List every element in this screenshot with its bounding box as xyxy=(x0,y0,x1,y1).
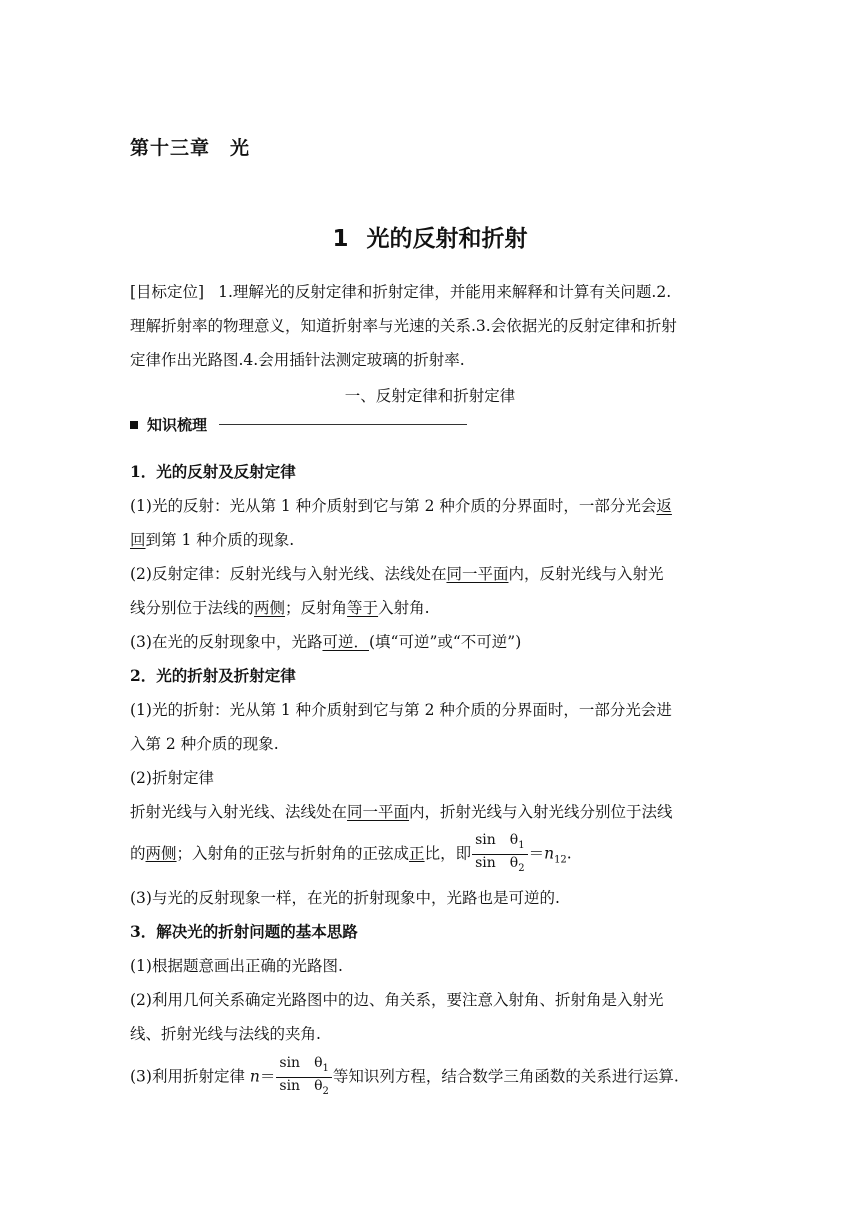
s2-p4-period: . xyxy=(566,844,572,863)
s1-p2-text-d: ；反射角 xyxy=(285,599,348,617)
s1-p2-answer-3: 等于 xyxy=(347,599,379,617)
s1-p3-text-b: (填“可逆”或“不可逆”) xyxy=(368,633,522,651)
s2-p5: (3)与光的反射现象一样，在光的折射现象中，光路也是可逆的. xyxy=(130,889,560,907)
s1-p1-text-b: 到第 1 种介质的现象. xyxy=(145,531,295,549)
s2-p4-text-b: ；入射角的正弦与折射角的正弦成 xyxy=(176,844,410,863)
s1-p2-text-b: 内，反射光线与入射光 xyxy=(508,565,664,583)
objectives-label: [目标定位] xyxy=(130,283,205,301)
square-bullet-icon xyxy=(130,421,138,429)
s2-p2: (2)折射定律 xyxy=(130,769,214,787)
equals-sign-2: ＝ xyxy=(259,1067,276,1086)
s2-p4-text-c: 比，即 xyxy=(424,844,472,863)
section-number: 1 xyxy=(332,226,349,252)
s1-heading: 1．光的反射及反射定律 xyxy=(130,462,296,481)
s1-p2-line1 xyxy=(130,563,664,585)
s1-p3-text-a: (3)在光的反射现象中，光路 xyxy=(130,633,323,651)
s1-p2-answer-1: 同一平面 xyxy=(446,565,509,583)
equals-sign: ＝ xyxy=(528,844,545,863)
s2-p4-text-a: 的 xyxy=(130,844,146,863)
s2-p4-answer-1: 两侧 xyxy=(145,844,177,863)
objectives-line-2: 理解折射率的物理意义，知道折射率与光速的关系.3.会依据光的反射定律和折射 xyxy=(130,317,677,335)
s3-p1: (1)根据题意画出正确的光路图. xyxy=(130,957,343,975)
frac2-denominator: sin θ xyxy=(279,1077,323,1094)
section-title xyxy=(0,220,860,253)
s3-p3-text-b: 等知识列方程，结合数学三角函数的关系进行运算. xyxy=(332,1067,679,1086)
s1-p1-line2 xyxy=(130,529,294,551)
s1-p2-text-e: 入射角. xyxy=(378,599,430,617)
s2-heading: 2．光的折射及折射定律 xyxy=(130,666,296,685)
s2-p1-line1: (1)光的折射：光从第 1 种介质射到它与第 2 种介质的分界面时，一部分光会进 xyxy=(130,701,672,719)
frac2-den-sub: 2 xyxy=(322,1085,329,1097)
refractive-index-symbol: n xyxy=(544,844,555,863)
s3-p3-text-a: (3)利用折射定律 xyxy=(130,1067,250,1086)
knowledge-section-header xyxy=(130,414,467,435)
s1-p2-text-c: 线分别位于法线的 xyxy=(130,599,255,617)
s2-p4-answer-2: 正 xyxy=(409,844,425,863)
s1-p3-answer: 可逆． xyxy=(322,633,369,651)
section-title-text: 光的反射和折射 xyxy=(366,226,528,252)
refractive-index-symbol-2: n xyxy=(249,1067,260,1086)
frac2-numerator: sin θ xyxy=(279,1055,323,1071)
s1-p2-line2 xyxy=(130,597,430,619)
s2-p3 xyxy=(130,801,673,823)
s2-p3-answer: 同一平面 xyxy=(347,803,410,821)
s1-p1-answer-b: 回 xyxy=(130,531,146,549)
s1-p3 xyxy=(130,631,521,653)
frac-denominator: sin θ xyxy=(475,854,519,871)
s2-p4 xyxy=(130,832,572,877)
s2-p3-text-a: 折射光线与入射光线、法线处在 xyxy=(130,803,348,821)
sine-ratio-fraction xyxy=(472,832,527,877)
objectives-line-1 xyxy=(130,281,671,303)
s2-p1-line2: 入第 2 种介质的现象. xyxy=(130,735,279,753)
objectives-text-1: 1.理解光的反射定律和折射定律，并能用来解释和计算有关问题.2. xyxy=(218,283,672,301)
s1-p2-text-a: (2)反射定律：反射光线与入射光线、法线处在 xyxy=(130,565,447,583)
s1-p1-line1 xyxy=(130,495,672,517)
refractive-index-sub: 12 xyxy=(554,854,567,866)
header-rule xyxy=(219,424,467,425)
frac-numerator: sin θ xyxy=(475,832,519,848)
s1-p1-text: (1)光的反射：光从第 1 种介质射到它与第 2 种介质的分界面时，一部分光会 xyxy=(130,497,657,515)
s3-heading: 3．解决光的折射问题的基本思路 xyxy=(130,922,358,941)
frac2-num-sub: 1 xyxy=(322,1062,329,1074)
frac-den-sub: 2 xyxy=(518,862,525,874)
chapter-title: 第十三章 光 xyxy=(130,137,251,159)
objectives-line-3: 定律作出光路图.4.会用插针法测定玻璃的折射率. xyxy=(130,351,465,369)
sine-ratio-fraction-2 xyxy=(276,1055,331,1100)
s3-p2-line1: (2)利用几何关系确定光路图中的边、角关系，要注意入射角、折射角是入射光 xyxy=(130,991,664,1009)
frac-num-sub: 1 xyxy=(518,839,525,851)
s3-p2-line2: 线、折射光线与法线的夹角. xyxy=(130,1025,321,1043)
s2-p3-text-b: 内，折射光线与入射光线分别位于法线 xyxy=(409,803,673,821)
knowledge-section-label: 知识梳理 xyxy=(147,416,208,434)
part-heading: 一、反射定律和折射定律 xyxy=(344,387,516,405)
s3-p3 xyxy=(130,1055,679,1100)
s1-p1-answer-a: 返 xyxy=(656,497,672,515)
s1-p2-answer-2: 两侧 xyxy=(254,599,286,617)
